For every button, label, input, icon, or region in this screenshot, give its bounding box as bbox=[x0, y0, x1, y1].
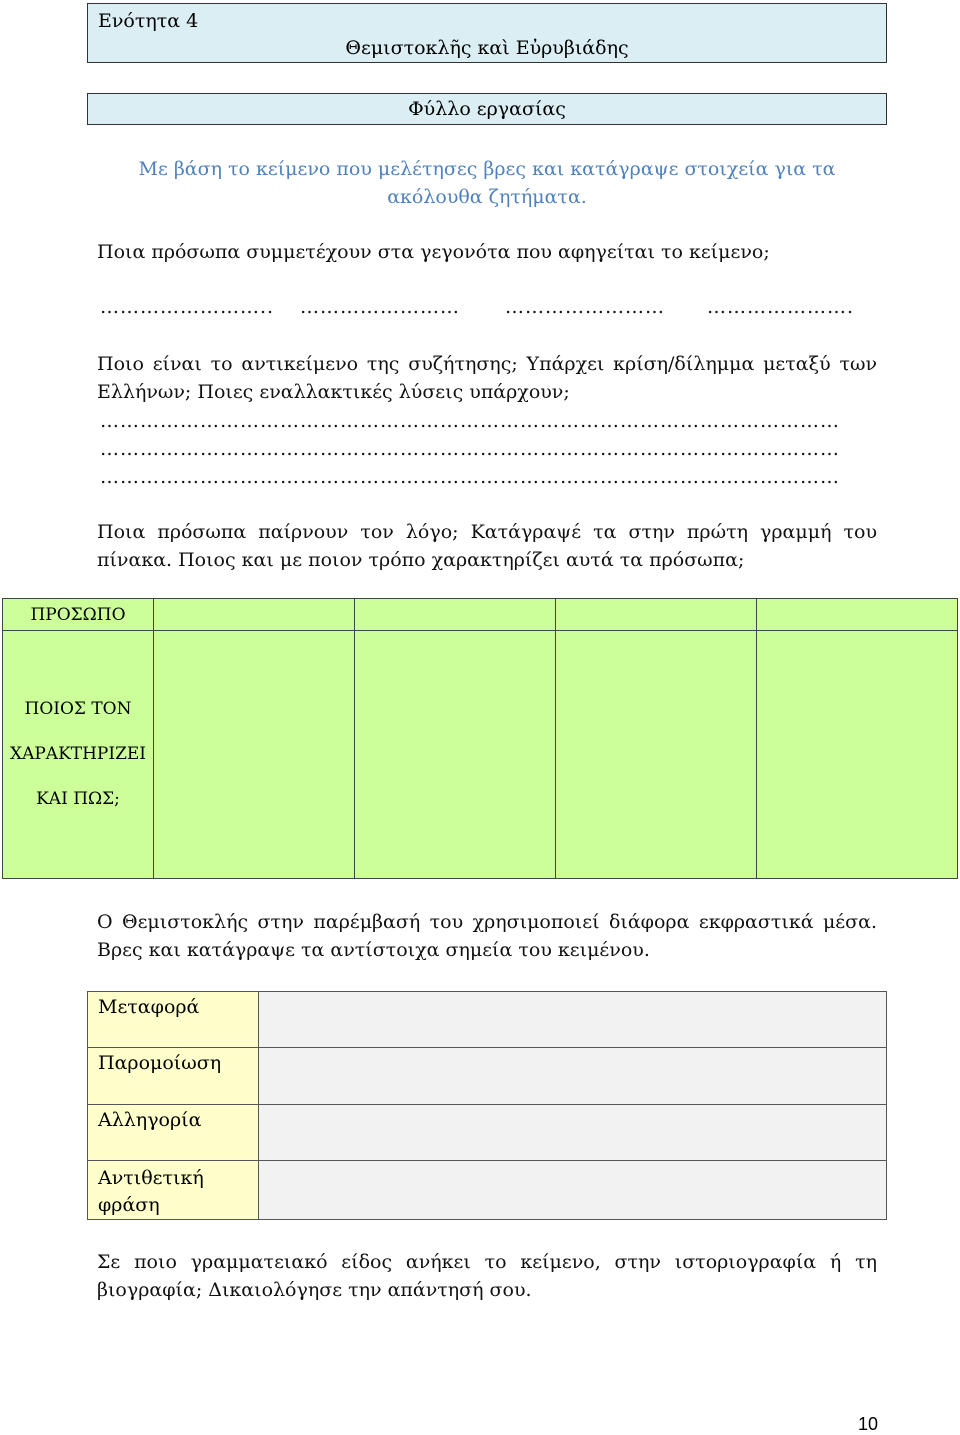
figure-label: Αντιθετική φράση bbox=[88, 1161, 259, 1220]
characterization-cell[interactable] bbox=[556, 631, 757, 879]
question-5: Σε ποιο γραμματειακό είδος ανήκει το κείμενο, στην ιστοριογραφία ή τη βιογραφία; Δικαιολόγησε την απάντησή σου. bbox=[97, 1251, 877, 1301]
figures-table bbox=[87, 991, 887, 1220]
persons-row bbox=[3, 599, 958, 631]
figure-label: Παρομοίωση bbox=[88, 1048, 259, 1105]
page-number: 10 bbox=[857, 1414, 878, 1434]
answer-blank-3[interactable]: …………………… bbox=[505, 296, 665, 318]
figure-answer-cell[interactable] bbox=[259, 1048, 887, 1105]
person-cell[interactable] bbox=[154, 599, 355, 631]
figure-row bbox=[88, 992, 887, 1048]
figure-row bbox=[88, 1105, 887, 1161]
section-header-box bbox=[87, 3, 887, 63]
question-3: Ποια πρόσωπα παίρνουν τον λόγο; Κατάγραψέ τα στην πρώτη γραμμή του πίνακα. Ποιος και με ποιον τρόπο χαρακτηρίζει αυτά τα πρόσωπα; bbox=[97, 521, 877, 571]
person-cell[interactable] bbox=[556, 599, 757, 631]
person-cell[interactable] bbox=[757, 599, 958, 631]
figure-row bbox=[88, 1048, 887, 1105]
persons-row-label: ΠΡΟΣΩΠΟ bbox=[3, 599, 154, 631]
answer-blank-4[interactable]: …………………. bbox=[707, 296, 855, 318]
figure-label: Μεταφορά bbox=[88, 992, 259, 1048]
answer-line-3[interactable]: ………………………………………………………………………………………………… bbox=[100, 466, 840, 488]
figure-row bbox=[88, 1161, 887, 1220]
figure-answer-cell[interactable] bbox=[259, 992, 887, 1048]
question-4: Ο Θεμιστοκλής στην παρέμβασή του χρησιμοποιεί διάφορα εκφραστικά μέσα. Βρες και κατάγραψε τα αντίστοιχα σημεία του κειμένου. bbox=[97, 911, 877, 961]
worksheet-title: Φύλλο εργασίας bbox=[87, 93, 887, 125]
answer-blank-1[interactable]: …………………….. bbox=[100, 296, 275, 318]
label-line: ΚΑΙ ΠΩΣ; bbox=[36, 789, 120, 809]
answer-line-1[interactable]: ………………………………………………………………………………………………… bbox=[100, 410, 840, 432]
characterization-row-label bbox=[3, 631, 154, 879]
figure-answer-cell[interactable] bbox=[259, 1161, 887, 1220]
question-1: Ποια πρόσωπα συμμετέχουν στα γεγονότα που αφηγείται το κείμενο; bbox=[97, 241, 770, 263]
text-title: Θεμιστοκλῆς καὶ Εὐρυβιάδης bbox=[345, 37, 629, 59]
label-line: ΧΑΡΑΚΤΗΡΙΖΕΙ bbox=[9, 744, 147, 764]
persons-table bbox=[2, 598, 958, 879]
answer-line-2[interactable]: ………………………………………………………………………………………………… bbox=[100, 438, 840, 460]
instruction-text: Με βάση το κείμενο που μελέτησες βρες και κατάγραψε στοιχεία για τα ακόλουθα ζητήματα. bbox=[138, 158, 836, 208]
characterization-cell[interactable] bbox=[355, 631, 556, 879]
figure-answer-cell[interactable] bbox=[259, 1105, 887, 1161]
characterization-cell[interactable] bbox=[154, 631, 355, 879]
figure-label: Αλληγορία bbox=[88, 1105, 259, 1161]
characterization-cell[interactable] bbox=[757, 631, 958, 879]
person-cell[interactable] bbox=[355, 599, 556, 631]
question-2: Ποιο είναι το αντικείμενο της συζήτησης; Υπάρχει κρίση/δίλημμα μεταξύ των Ελλήνων; Ποιες εναλλακτικές λύσεις υπάρχουν; bbox=[97, 353, 877, 403]
characterization-row bbox=[3, 631, 958, 879]
answer-blank-2[interactable]: …………………… bbox=[300, 296, 460, 318]
section-label: Ενότητα 4 bbox=[98, 10, 199, 32]
label-line: ΠΟΙΟΣ ΤΟΝ bbox=[24, 699, 132, 719]
